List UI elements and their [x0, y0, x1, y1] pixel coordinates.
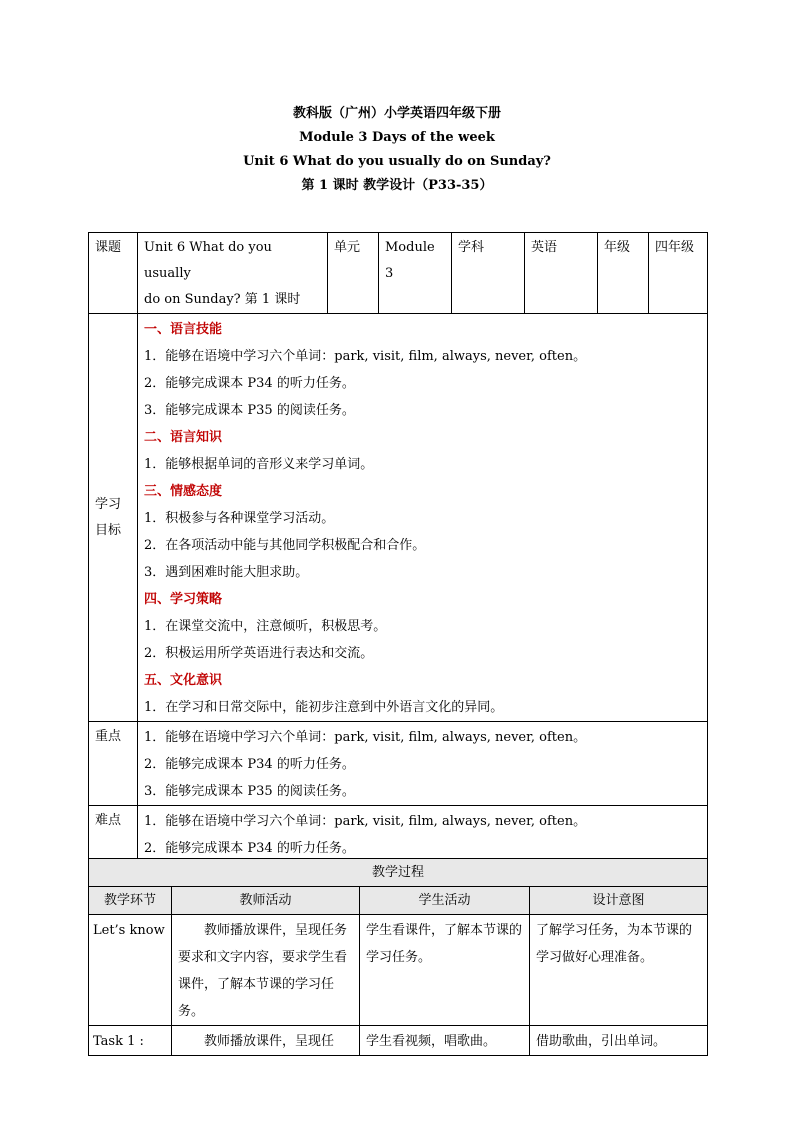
process-teacher-activity: 教师播放课件，呈现任务要求和文字内容，要求学生看课件，了解本节课的学习任务。 [172, 915, 360, 1026]
difficulties-label: 难点 [89, 806, 138, 890]
topic-value-line-1: Unit 6 What do you usually [144, 240, 272, 281]
topic-label: 课题 [89, 233, 138, 314]
unit-value: Module 3 [379, 233, 452, 314]
process-header-purpose: 设计意图 [530, 887, 708, 915]
info-row [89, 233, 708, 314]
goal-item: 3．遇到困难时能大胆求助。 [144, 565, 309, 580]
goals-section-title: 一、语言技能 [144, 322, 223, 337]
header-line-2: Module 3 Days of the week [299, 130, 495, 145]
difficulty-item: 1．能够在语境中学习六个单词：park, visit, film, always, never, often。 [144, 814, 587, 829]
unit-label: 单元 [328, 233, 379, 314]
topic-value [138, 233, 328, 314]
grade-label: 年级 [598, 233, 649, 314]
process-row [89, 1026, 708, 1056]
header-line-1: 教科版（广州）小学英语四年级下册 [292, 106, 501, 121]
key-point-item: 2．能够完成课本 P34 的听力任务。 [144, 757, 355, 772]
goals-section-title: 三、情感态度 [144, 484, 223, 499]
process-student-activity: 学生看视频，唱歌曲。 [360, 1026, 530, 1056]
process-header-teacher: 教师活动 [172, 887, 360, 915]
goal-item: 1．能够在语境中学习六个单词：park, visit, film, always, never, often。 [144, 349, 587, 364]
goal-item: 1．在课堂交流中，注意倾听，积极思考。 [144, 619, 387, 634]
goals-label-line-2: 目标 [95, 522, 122, 538]
process-title: 教学过程 [89, 859, 708, 887]
header-line-3: Unit 6 What do you usually do on Sunday? [243, 154, 551, 169]
topic-value-line-2: do on Sunday? 第 1 课时 [144, 292, 301, 307]
goal-item: 2．在各项活动中能与其他同学积极配合和合作。 [144, 538, 426, 553]
key-points-content [138, 722, 708, 806]
goals-section-title: 四、学习策略 [144, 592, 223, 607]
goals-row [89, 314, 708, 722]
subject-value: 英语 [525, 233, 598, 314]
key-point-item: 1．能够在语境中学习六个单词：park, visit, film, always, never, often。 [144, 730, 587, 745]
goals-content [138, 314, 708, 722]
grade-value: 四年级 [649, 233, 708, 314]
process-design-purpose: 了解学习任务，为本节课的学习做好心理准备。 [530, 915, 708, 1026]
key-points-row [89, 722, 708, 806]
goals-section-title: 五、文化意识 [144, 673, 223, 688]
goal-item: 1．在学习和日常交际中，能初步注意到中外语言文化的异同。 [144, 700, 504, 715]
process-teacher-activity: 教师播放课件，呈现任 [172, 1026, 360, 1056]
goals-label [89, 314, 138, 722]
goals-section-title: 二、语言知识 [144, 430, 223, 445]
process-stage: Let’s know [89, 915, 172, 1026]
goal-item: 1．积极参与各种课堂学习活动。 [144, 511, 335, 526]
goal-item: 1．能够根据单词的音形义来学习单词。 [144, 457, 374, 472]
document-header [0, 102, 794, 198]
subject-label: 学科 [452, 233, 525, 314]
process-stage: Task 1 : [89, 1026, 172, 1056]
process-title-row [89, 859, 708, 887]
process-row [89, 915, 708, 1026]
goal-item: 3．能够完成课本 P35 的阅读任务。 [144, 403, 355, 418]
process-design-purpose: 借助歌曲，引出单词。 [530, 1026, 708, 1056]
process-header-row [89, 887, 708, 915]
lesson-info-table [88, 232, 708, 890]
process-header-student: 学生活动 [360, 887, 530, 915]
process-student-activity: 学生看课件，了解本节课的学习任务。 [360, 915, 530, 1026]
teaching-process-table [88, 858, 708, 1056]
key-points-label: 重点 [89, 722, 138, 806]
goals-label-line-1: 学习 [95, 496, 122, 512]
process-header-stage: 教学环节 [89, 887, 172, 915]
goal-item: 2．积极运用所学英语进行表达和交流。 [144, 646, 374, 661]
goal-item: 2．能够完成课本 P34 的听力任务。 [144, 376, 355, 391]
difficulty-item: 2．能够完成课本 P34 的听力任务。 [144, 841, 355, 856]
header-line-4: 第 1 课时 教学设计（P33-35） [301, 178, 493, 193]
key-point-item: 3．能够完成课本 P35 的阅读任务。 [144, 784, 355, 799]
